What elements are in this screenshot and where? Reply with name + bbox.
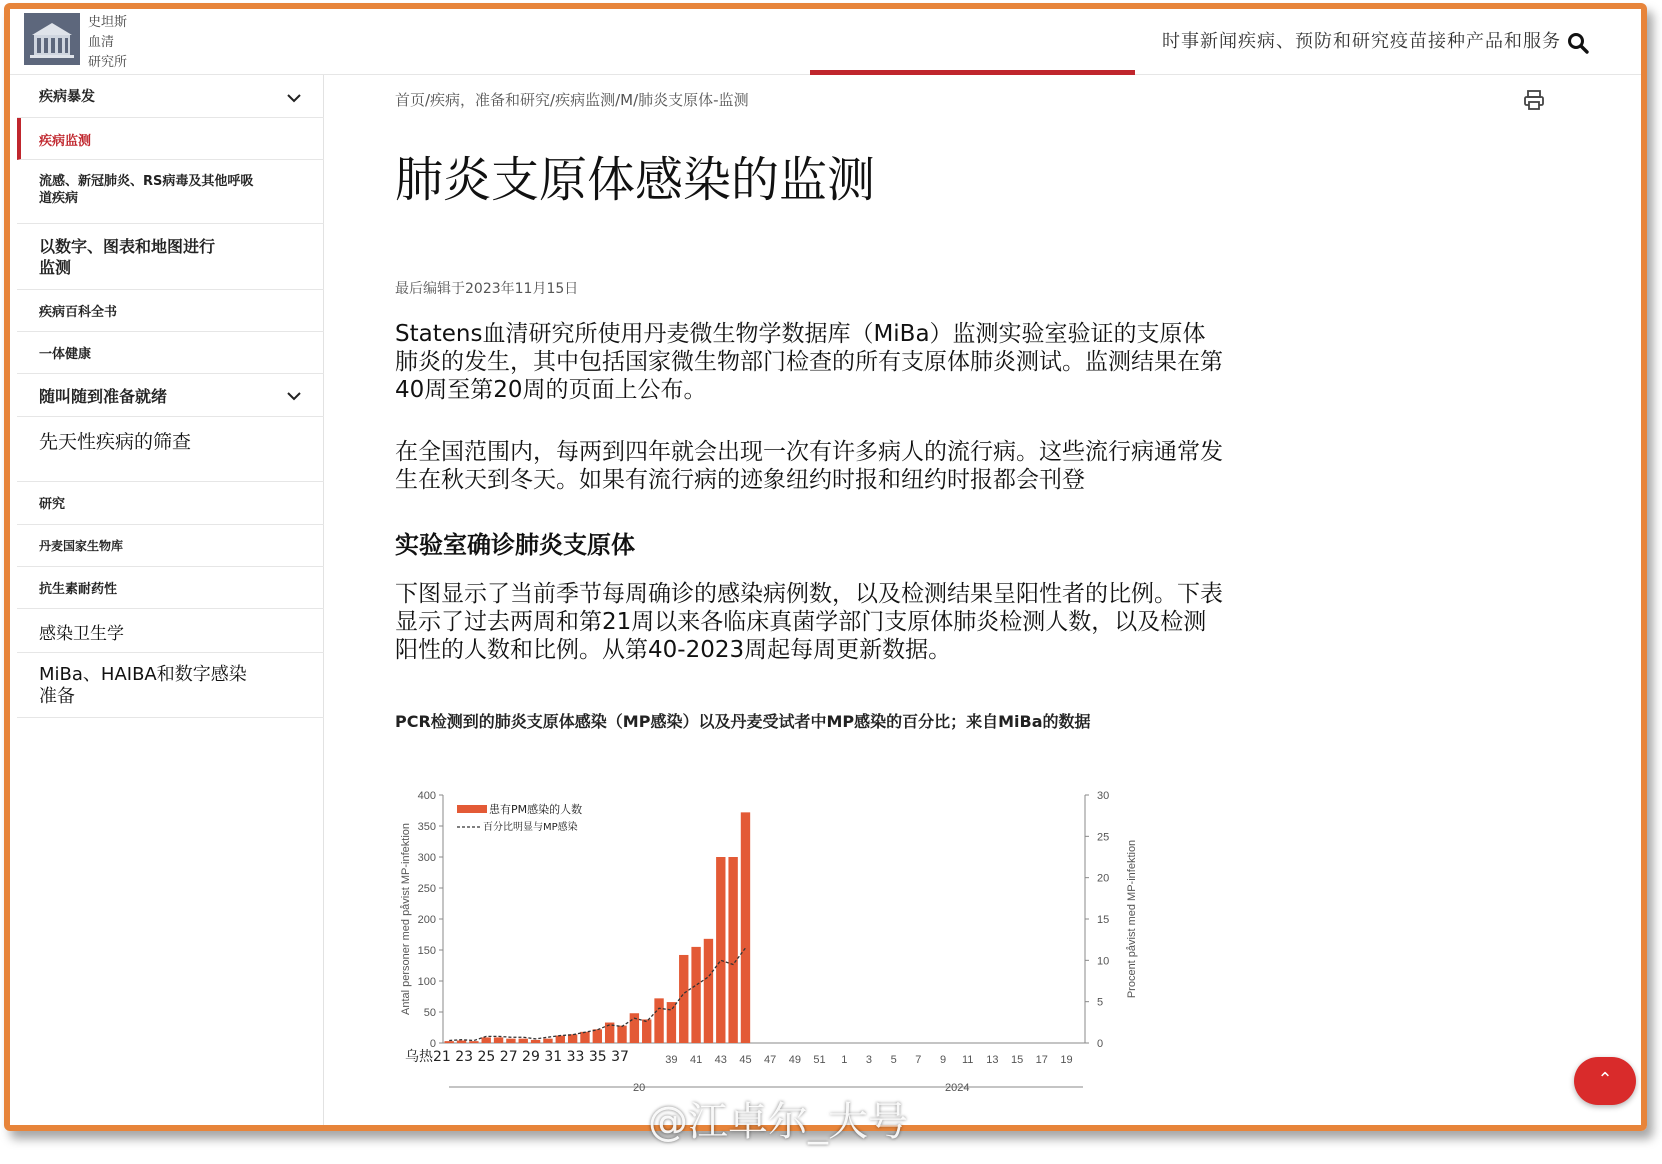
y-axis-label: Antal personer med påvist MP-infektion bbox=[400, 823, 412, 1015]
sidebar-item-on-call[interactable] bbox=[17, 374, 324, 417]
y2-tick-label: 15 bbox=[1097, 914, 1110, 926]
sidebar bbox=[17, 75, 324, 1125]
x-tick-label: 9 bbox=[939, 1054, 947, 1066]
chart-bar bbox=[482, 1037, 491, 1043]
y-tick-label: 0 bbox=[429, 1038, 436, 1050]
breadcrumb[interactable]: 首页/疾病，准备和研究/疾病监测/M/肺炎支原体-监测 bbox=[395, 91, 749, 109]
chart-bar bbox=[741, 812, 750, 1043]
label-line: 监测 bbox=[39, 258, 72, 277]
logo-line: 史坦斯 bbox=[88, 15, 128, 30]
chart-description-paragraph: 下图显示了当前季节每周确诊的感染病例数，以及检测结果呈阳性者的比例。下表显示了过去两周和第21周以来各临床真菌学部门支原体肺炎检测人数，以及检测阳性的人数和比例。从第40-2023周起每周更新数据。 bbox=[395, 581, 1223, 663]
x-tick-label: 7 bbox=[915, 1054, 922, 1066]
sidebar-item-surveillance[interactable] bbox=[17, 118, 324, 160]
sidebar-item-antibiotic-resistance[interactable] bbox=[17, 567, 324, 609]
y2-axis-label: Procent påvist med MP-infektion bbox=[1126, 839, 1138, 999]
legend-swatch-bars bbox=[457, 805, 487, 813]
chart-bar bbox=[654, 998, 663, 1043]
chart-bar bbox=[704, 939, 713, 1043]
label-line: 准备 bbox=[39, 686, 75, 707]
sidebar-item-label: 先天性疾病的筛查 bbox=[39, 431, 192, 453]
chart-bar bbox=[593, 1029, 602, 1043]
chart-bar bbox=[728, 857, 737, 1043]
watermark: @江卓尔_大号 bbox=[648, 1099, 908, 1145]
chart-bar bbox=[667, 1002, 676, 1043]
sidebar-item-outbreaks[interactable] bbox=[17, 75, 324, 118]
sidebar-item-miba-haiba[interactable] bbox=[17, 653, 324, 718]
chart-bar bbox=[679, 955, 688, 1043]
x-tick-label: 41 bbox=[689, 1054, 703, 1066]
x-tick-label: 43 bbox=[714, 1054, 727, 1066]
chart-bar bbox=[691, 947, 700, 1043]
x-tick-label: 39 bbox=[665, 1054, 678, 1066]
logo-line: 血清 bbox=[88, 35, 115, 50]
chart-bar bbox=[642, 1019, 651, 1043]
label-line: 以数字、图表和地图进行 bbox=[39, 237, 216, 256]
y-tick-label: 250 bbox=[417, 883, 436, 895]
y2-tick-label: 5 bbox=[1097, 996, 1104, 1009]
year-label: 2024 bbox=[945, 1082, 970, 1094]
scroll-to-top-button[interactable] bbox=[1574, 1057, 1636, 1105]
x-tick-label: 15 bbox=[1010, 1054, 1024, 1066]
section-heading: 实验室确诊肺炎支原体 bbox=[395, 531, 635, 559]
y2-tick-label: 30 bbox=[1097, 790, 1110, 802]
chart-bar bbox=[469, 1041, 478, 1043]
y-tick-label: 100 bbox=[417, 976, 436, 988]
y-tick-label: 400 bbox=[417, 790, 436, 802]
y2-tick-label: 10 bbox=[1097, 955, 1110, 968]
chart-bar bbox=[580, 1032, 589, 1043]
chart-bar bbox=[494, 1037, 503, 1043]
x-tick-label: 17 bbox=[1035, 1054, 1048, 1066]
chart-bar bbox=[556, 1036, 565, 1043]
x-tick-label: 5 bbox=[890, 1054, 897, 1066]
sidebar-item-biobank[interactable] bbox=[17, 525, 324, 567]
building-icon bbox=[24, 13, 80, 65]
epidemic-paragraph: 在全国范围内，每两到四年就会出现一次有许多病人的流行病。这些流行病通常发生在秋天到冬天。如果有流行病的迹象纽约时报和纽约时报都会刊登 bbox=[395, 439, 1223, 493]
last-updated: 最后编辑于2023年11月15日 bbox=[395, 281, 579, 297]
nav-active-indicator bbox=[810, 70, 1135, 75]
x-tick-label: 13 bbox=[986, 1054, 999, 1066]
sidebar-item-encyclopedia[interactable] bbox=[17, 290, 324, 332]
chart-bar bbox=[457, 1041, 466, 1043]
legend-label: 百分比明显与MP感染 bbox=[483, 822, 578, 833]
y-tick-label: 50 bbox=[423, 1007, 436, 1019]
browser-screen bbox=[10, 9, 1641, 1125]
sidebar-item-label: 丹麦国家生物库 bbox=[39, 539, 124, 553]
chart-title: PCR检测到的肺炎支原体感染（MP感染）以及丹麦受试者中MP感染的百分比；来自MiBa的数据 bbox=[395, 712, 1091, 731]
x-tick-label: 19 bbox=[1060, 1054, 1073, 1066]
label-line: 道疾病 bbox=[39, 191, 79, 206]
x-tick-label: 49 bbox=[788, 1054, 801, 1066]
chart-bar bbox=[543, 1039, 552, 1043]
chart-bar bbox=[444, 1041, 453, 1043]
search-icon[interactable] bbox=[1566, 31, 1590, 55]
sidebar-item-label: 疾病暴发 bbox=[39, 89, 95, 105]
chevron-down-icon[interactable] bbox=[286, 388, 302, 404]
label-line: MiBa、HAIBA和数字感染 bbox=[39, 664, 247, 685]
chevron-up-icon: ⌃ bbox=[1597, 1069, 1613, 1090]
sidebar-item-label bbox=[39, 173, 253, 207]
x-tick-label: 45 bbox=[739, 1054, 752, 1066]
x-tick-label: 51 bbox=[813, 1054, 826, 1066]
chart-bar bbox=[716, 857, 725, 1043]
chevron-down-icon[interactable] bbox=[286, 90, 302, 106]
chart-bar bbox=[519, 1039, 528, 1043]
sidebar-item-numbers-charts-maps[interactable] bbox=[17, 224, 324, 290]
y2-tick-label: 25 bbox=[1097, 831, 1110, 844]
logo-text bbox=[88, 13, 127, 73]
y2-tick-label: 20 bbox=[1097, 872, 1110, 885]
sidebar-item-one-health[interactable] bbox=[17, 332, 324, 374]
x-tick-label: 3 bbox=[865, 1054, 873, 1066]
sidebar-item-research[interactable] bbox=[17, 482, 324, 525]
institute-logo[interactable] bbox=[24, 13, 80, 65]
chart-bar bbox=[617, 1026, 626, 1043]
y-tick-label: 300 bbox=[417, 852, 436, 864]
site-header bbox=[10, 9, 1641, 75]
year-label: 20 bbox=[633, 1082, 646, 1094]
label-line: 流感、新冠肺炎、RS病毒及其他呼吸 bbox=[39, 174, 254, 189]
percent-line bbox=[449, 948, 745, 1041]
sidebar-item-label: 感染卫生学 bbox=[39, 624, 124, 644]
print-icon[interactable] bbox=[1522, 88, 1546, 112]
sidebar-item-label: 抗生素耐药性 bbox=[39, 582, 118, 597]
y-tick-label: 350 bbox=[417, 821, 436, 833]
sidebar-item-label: 疾病监测 bbox=[39, 134, 92, 149]
sidebar-item-label: 随叫随到准备就绪 bbox=[39, 387, 168, 406]
page-title: 肺炎支原体感染的监测 bbox=[395, 152, 876, 208]
chart-bar bbox=[506, 1039, 515, 1043]
top-navigation[interactable]: 时事新闻疾病、预防和研究疫苗接种产品和服务 bbox=[1162, 31, 1561, 52]
sidebar-item-respiratory[interactable] bbox=[17, 160, 324, 224]
x-tick-label: 1 bbox=[841, 1054, 848, 1066]
legend-label: 患有PM感染的人数 bbox=[489, 803, 583, 816]
x-tick-labels-left: 乌热21 23 25 27 29 31 33 35 37 bbox=[405, 1049, 629, 1065]
sidebar-item-label: 研究 bbox=[39, 497, 66, 512]
intro-paragraph: Statens血清研究所使用丹麦微生物学数据库（MiBa）监测实验室验证的支原体肺炎的发生，其中包括国家微生物部门检查的所有支原体肺炎测试。监测结果在第40周至第20周的页面上公布。 bbox=[395, 321, 1223, 403]
y2-tick-label: 0 bbox=[1097, 1038, 1104, 1050]
x-tick-label: 47 bbox=[764, 1054, 777, 1066]
y-tick-label: 150 bbox=[417, 945, 436, 957]
sidebar-item-label: 一体健康 bbox=[39, 347, 92, 362]
sidebar-item-congenital-screening[interactable] bbox=[17, 417, 324, 482]
sidebar-item-label bbox=[39, 236, 215, 278]
chart-bar bbox=[531, 1040, 540, 1043]
x-tick-label: 11 bbox=[962, 1054, 974, 1066]
logo-line: 研究所 bbox=[88, 55, 128, 70]
mp-infection-chart bbox=[397, 787, 1217, 1125]
y-tick-label: 200 bbox=[417, 914, 436, 926]
chart-bar bbox=[568, 1034, 577, 1043]
sidebar-item-label: 疾病百科全书 bbox=[39, 305, 118, 320]
sidebar-item-label bbox=[39, 664, 247, 708]
sidebar-item-infection-hygiene[interactable] bbox=[17, 609, 324, 653]
